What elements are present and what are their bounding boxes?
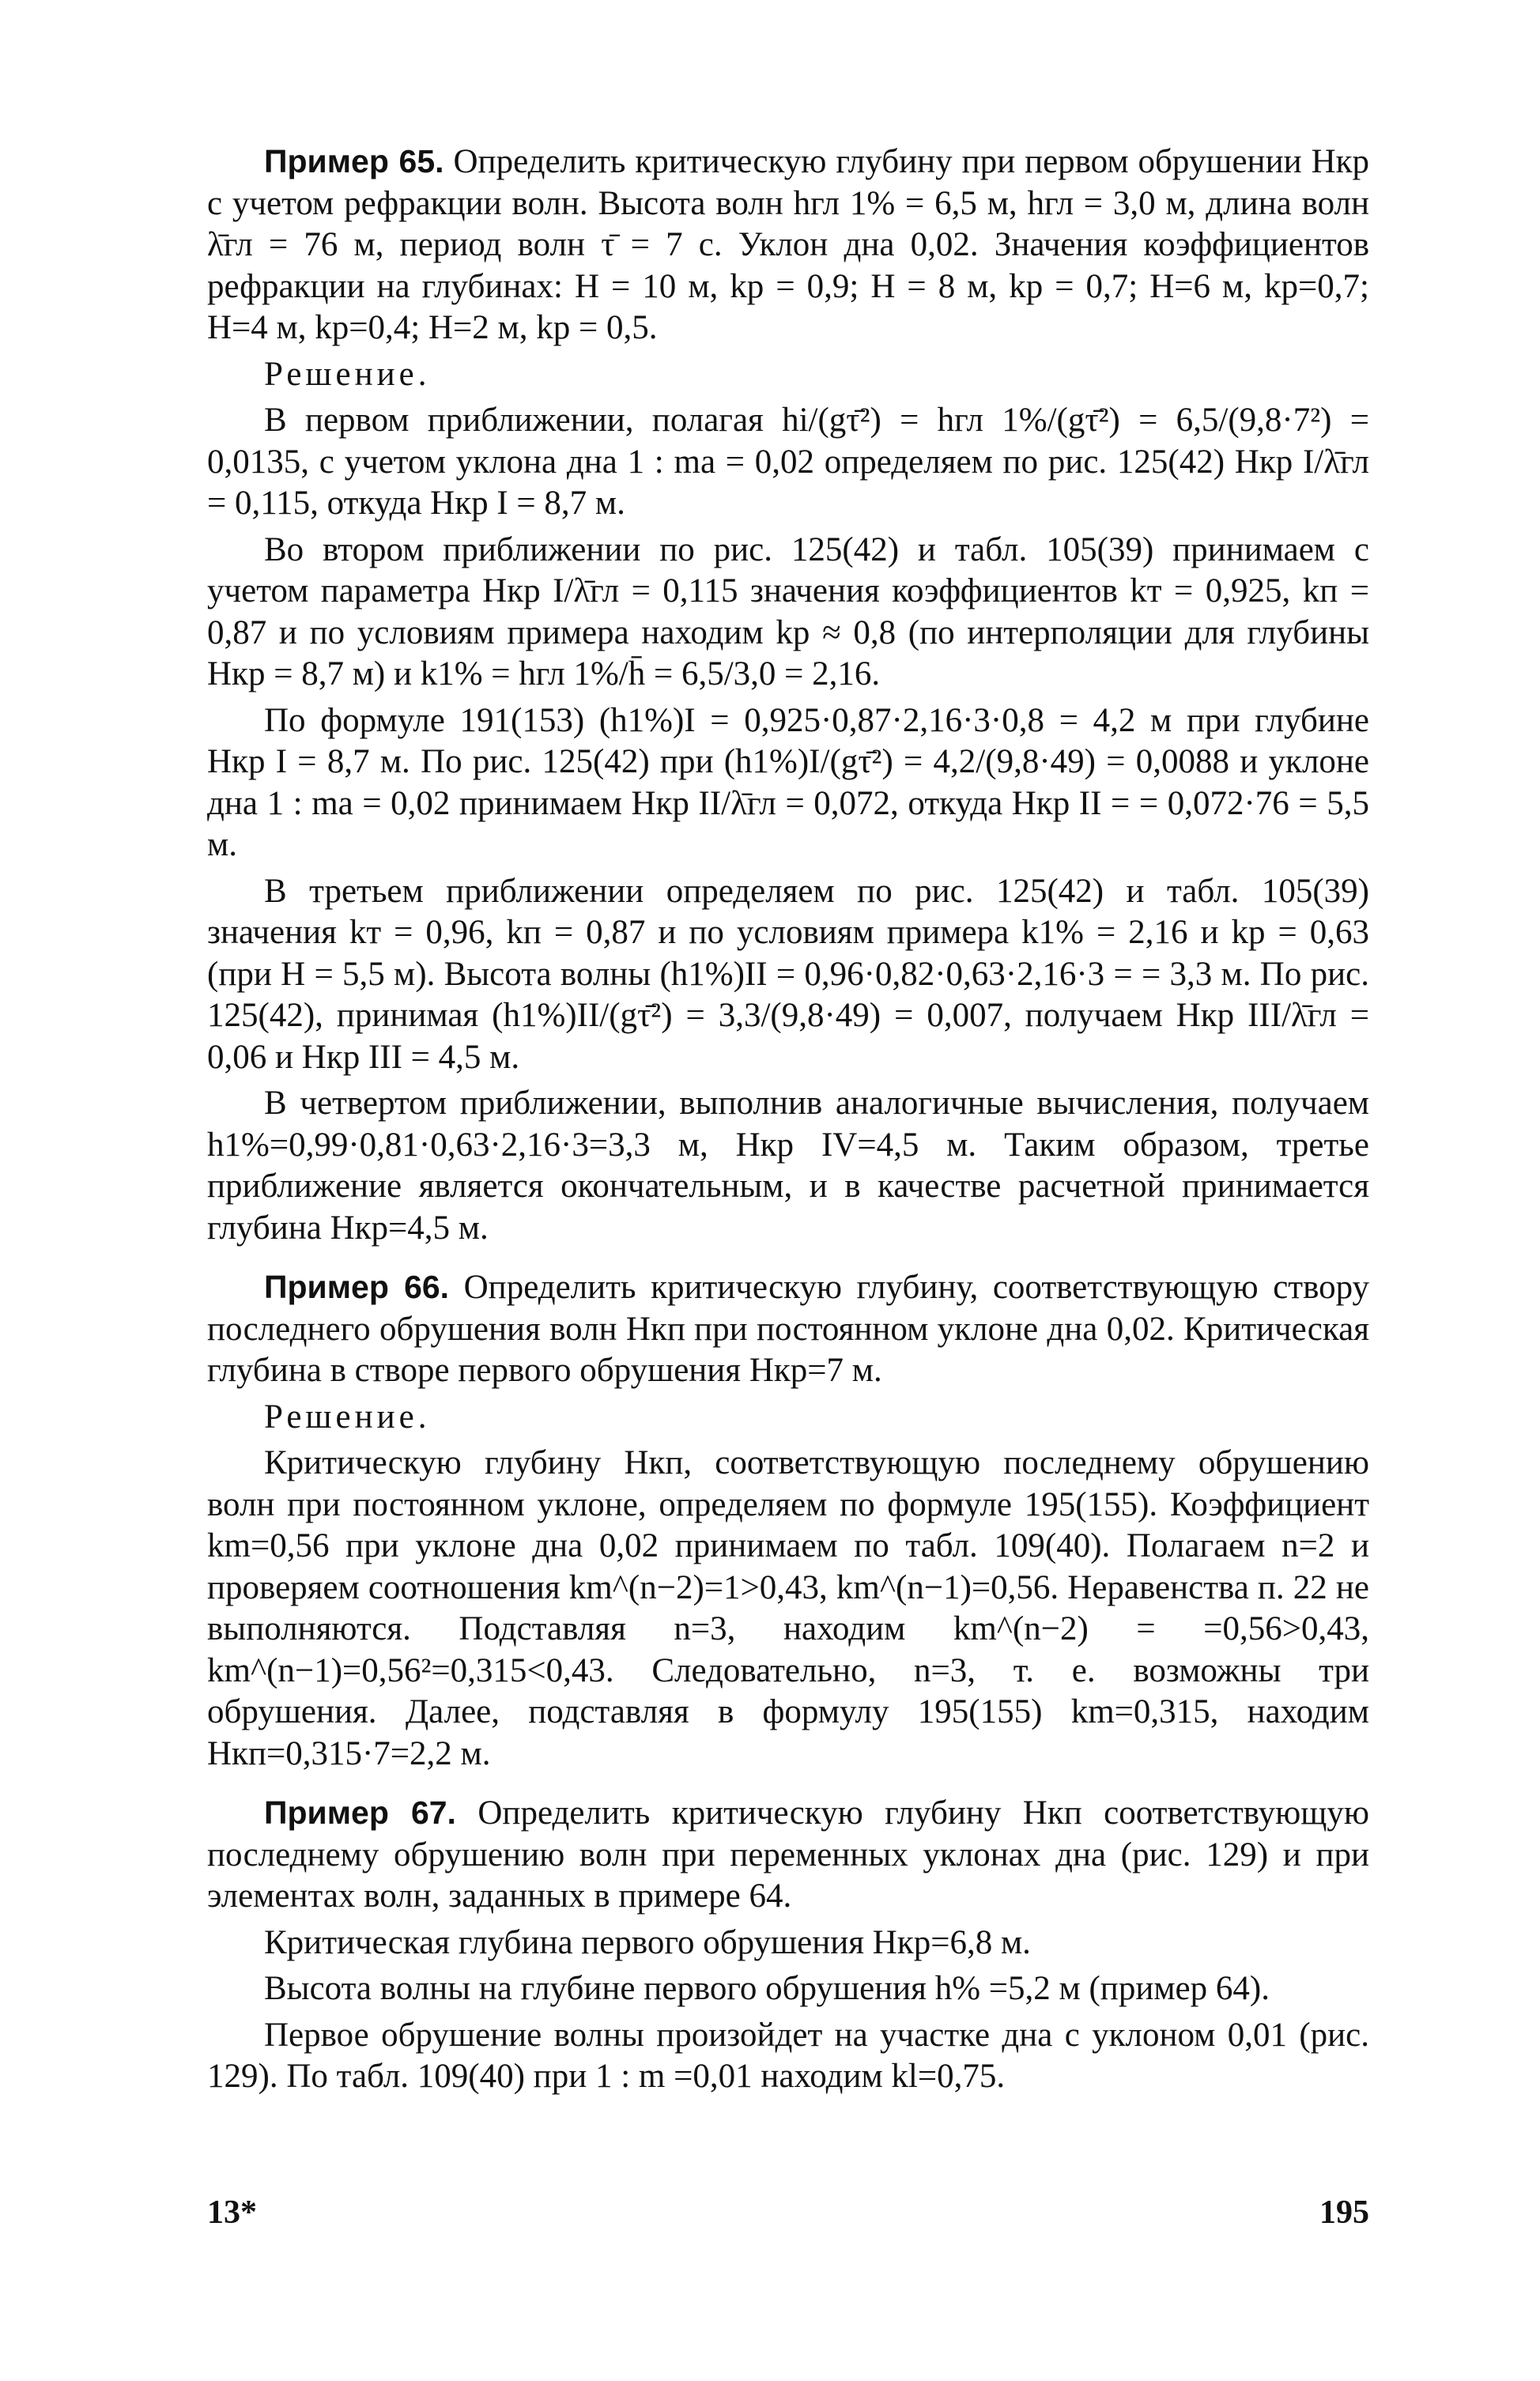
example-66-statement: Определить критическую глубину, соответствующую створу последнего обрушения волн Hкп при постоянном уклоне дна 0,02. Критическая глубина в створе первого обрушения Hкр=7 м. (207, 1269, 1370, 1389)
example-65-label: Пример 65. (264, 143, 444, 179)
example-67-first-break: Первое обрушение волны произойдет на участке дна с уклоном 0,01 (рис. 129). По табл. 109(40) при 1 : m =0,01 находим kl=0,75. (207, 2016, 1369, 2095)
signature-mark: 13* (207, 2194, 257, 2231)
example-65-solution-heading: Решение. (264, 355, 431, 393)
example-65-intro (207, 141, 1369, 349)
example-65-formula-step: По формуле 191(153) (h1%)I = 0,925·0,87·2,16·3·0,8 = 4,2 м при глубине Hкр I = 8,7 м. По рис. 125(42) при (h1%)I/(gτ̄²) = 4,2/(9,8·49) = 0,0088 и уклоне дна 1 : ma = 0,02 принимаем Hкр II/λ̄гл = 0,072, откуда Hкр II = = 0,072·76 = 5,5 м. (207, 701, 1369, 863)
example-66-intro (207, 1266, 1369, 1392)
example-65-fourth-approx: В четвертом приближении, выполнив аналогичные вычисления, получаем h1%=0,99·0,81·0,63·2,16·3=3,3 м, Hкр IV=4,5 м. Таким образом, третье приближение является окончательным, и в качестве расчетной принимается глубина Hкр=4,5 м. (207, 1085, 1369, 1247)
page-body (207, 141, 1369, 2103)
example-66-solution-heading: Решение. (264, 1398, 431, 1436)
example-67-critical-depth: Критическая глубина первого обрушения Hкр=6,8 м. (264, 1923, 1031, 1961)
example-65-statement: Определить критическую глубину при первом обрушении Hкр с учетом рефракции волн. Высота волн hгл 1% = 6,5 м, hгл = 3,0 м, длина волн λ̄гл = 76 м, период волн τ̄ = 7 с. Уклон дна 0,02. Значения коэффициентов рефракции на глубинах: H = 10 м, kр = 0,9; H = 8 м, kр = 0,7; H=6 м, kр=0,7; H=4 м, kр=0,4; H=2 м, kр = 0,5. (207, 143, 1370, 346)
example-66-label: Пример 66. (264, 1269, 450, 1305)
example-65-first-approx: В первом приближении, полагая hi/(gτ̄²) = hгл 1%/(gτ̄²) = 6,5/(9,8·7²) = 0,0135, с учетом уклона дна 1 : ma = 0,02 определяем по рис. 125(42) Hкр I/λ̄гл = 0,115, откуда Hкр I = 8,7 м. (207, 402, 1369, 522)
example-66-solution-body: Критическую глубину Hкп, соответствующую последнему обрушению волн при постоянном уклоне, определяем по формуле 195(155). Коэффициент km=0,56 при уклоне дна 0,02 принимаем по табл. 109(40). Полагаем n=2 и проверяем соотношения km^(n−2)=1>0,43, km^(n−1)=0,56. Неравенства п. 22 не выполняются. Подставляя n=3, находим km^(n−2) = =0,56>0,43, km^(n−1)=0,56²=0,315<0,43. Следовательно, n=3, т. е. возможны три обрушения. Далее, подставляя в формулу 195(155) km=0,315, находим Hкп=0,315·7=2,2 м. (207, 1444, 1369, 1772)
example-65-second-approx: Во втором приближении по рис. 125(42) и табл. 105(39) принимаем с учетом параметра Hкр I/λ̄гл = 0,115 значения коэффициентов kт = 0,925, kп = 0,87 и по условиям примера находим kр ≈ 0,8 (по интерполяции для глубины Hкр = 8,7 м) и k1% = hгл 1%/h̄ = 6,5/3,0 = 2,16. (207, 530, 1369, 692)
example-67-wave-height: Высота волны на глубине первого обрушения h% =5,2 м (пример 64). (264, 1970, 1270, 2007)
example-67-statement: Определить критическую глубину Hкп соответствующую последнему обрушению волн при переменных уклонах дна (рис. 129) и при элементах волн, заданных в примере 64. (207, 1794, 1369, 1915)
example-65-third-approx: В третьем приближении определяем по рис. 125(42) и табл. 105(39) значения kт = 0,96, kп = 0,87 и по условиям примера k1% = 2,16 и kр = 0,63 (при H = 5,5 м). Высота волны (h1%)II = 0,96·0,82·0,63·2,16·3 = = 3,3 м. По рис. 125(42), принимая (h1%)II/(gτ̄²) = 3,3/(9,8·49) = 0,007, получаем Hкр III/λ̄гл = 0,06 и Hкр III = 4,5 м. (207, 872, 1369, 1076)
page-number: 195 (1319, 2194, 1369, 2231)
example-67-intro (207, 1792, 1369, 1918)
example-67-label: Пример 67. (264, 1794, 456, 1831)
